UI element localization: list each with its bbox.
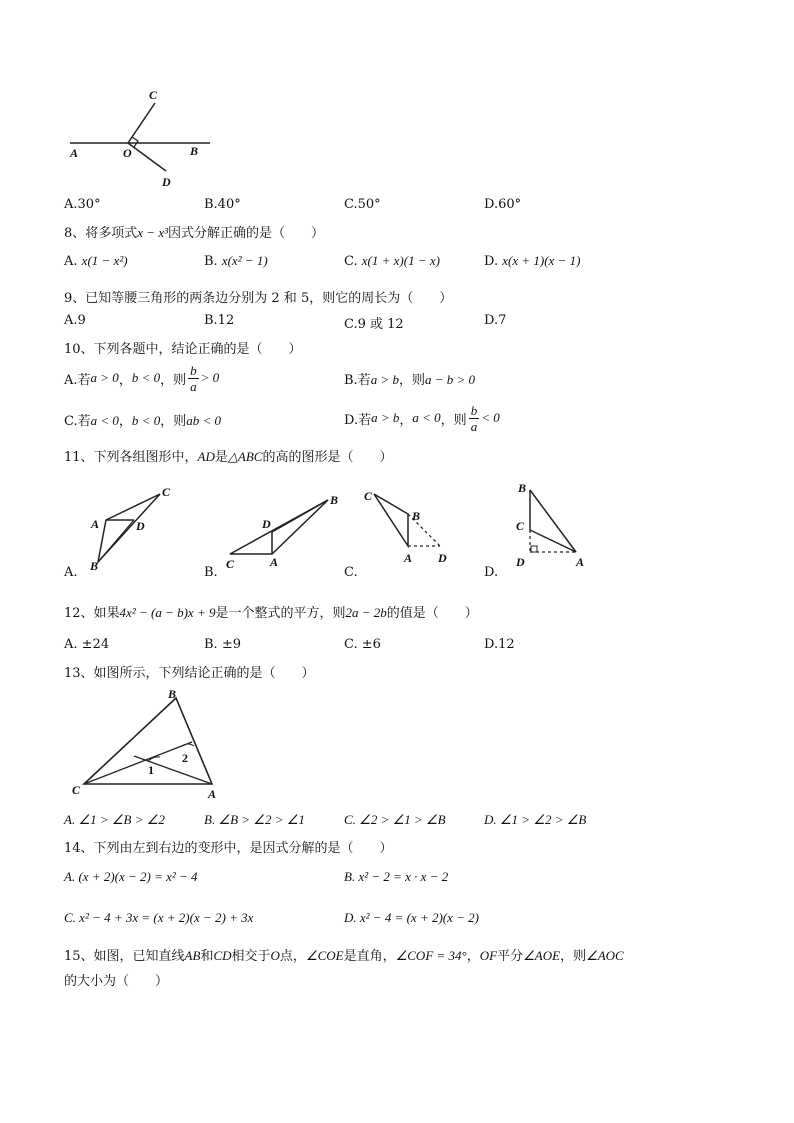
q11-figure-d	[508, 476, 608, 571]
label-b: B	[190, 144, 199, 158]
q11-option-a: A.	[64, 565, 78, 580]
q9-option-a: A.9	[64, 313, 86, 328]
q8-option-a: A. x(1 − x²)	[64, 253, 128, 269]
q11-stem: 11、下列各组图形中，AD是△ABC的高的图形是（ ）	[64, 449, 393, 465]
q10-d-fraction: $\frac{b}{a}$	[470, 402, 478, 434]
q13-option-b: B. ∠B > ∠2 > ∠1	[204, 812, 305, 827]
q10-stem: 10、下列各题中，结论正确的是（ ）	[64, 342, 302, 357]
q9-option-d: D.7	[484, 313, 507, 328]
q13-option-a: A. ∠1 > ∠B > ∠2	[64, 812, 165, 827]
label-o: O	[123, 146, 132, 160]
svg-text:C: C	[162, 485, 171, 499]
q7-figure	[60, 85, 220, 190]
q10-option-d: D.若 a > b ， a < 0 ，则 $\frac{b}{a}$ < 0	[344, 402, 500, 434]
svg-text:C: C	[516, 519, 525, 533]
svg-text:B: B	[90, 559, 99, 573]
label-d: D	[162, 175, 171, 189]
svg-text:D: D	[438, 551, 447, 565]
q8-stem-expr: x − x³	[137, 225, 168, 240]
q15-stem-line1: 15、如图，已知直线AB和CD相交于O点，∠COE是直角，∠COF = 34°，OF平分∠AOE，则∠AOC	[64, 948, 624, 964]
q12-option-b: B. ±9	[204, 637, 241, 652]
q8-stem-prefix: 8、将多项式	[64, 226, 138, 241]
label-a: A	[70, 146, 79, 160]
ray-od	[128, 143, 166, 171]
q14-option-d: D. x² − 4 = (x + 2)(x − 2)	[344, 910, 480, 925]
svg-text:D: D	[262, 517, 271, 531]
q9-stem: 9、已知等腰三角形的两条边分别为 2 和 5，则它的周长为（ ）	[64, 291, 453, 306]
q8-stem-suffix: 因式分解正确的是（ ）	[168, 226, 325, 241]
q9-option-c: C.9 或 12	[344, 317, 404, 332]
svg-text:C: C	[364, 489, 373, 503]
q8-option-b: B. x(x² − 1)	[204, 253, 268, 269]
q8-option-c: C. x(1 + x)(1 − x)	[344, 253, 440, 269]
svg-text:1: 1	[148, 763, 154, 777]
q12-stem: 12、如果4x² − (a − b)x + 9是一个整式的平方，则2a − 2b的值是（ ）	[64, 605, 478, 621]
right-angle-mark	[132, 137, 138, 147]
q12-option-d: D.12	[484, 637, 515, 652]
q7-option-c: C.50°	[344, 197, 381, 212]
q11-option-b: B.	[204, 565, 218, 580]
q12-option-a: A. ±24	[64, 637, 110, 652]
q14-stem: 14、下列由左到右边的变形中，是因式分解的是（ ）	[64, 841, 393, 856]
svg-text:A: A	[576, 555, 585, 569]
q11-figure-b	[220, 480, 350, 570]
svg-text:A: A	[91, 517, 100, 531]
q14-option-a: A. (x + 2)(x − 2) = x² − 4	[64, 869, 198, 884]
svg-text:2: 2	[182, 751, 188, 765]
q11-figure-c	[360, 480, 460, 570]
q11-option-c: C.	[344, 565, 358, 580]
svg-text:A: A	[404, 551, 413, 565]
q13-stem: 13、如图所示，下列结论正确的是（ ）	[64, 666, 315, 681]
svg-text:D: D	[136, 519, 145, 533]
svg-text:B: B	[330, 493, 339, 507]
q7-option-a: A.30°	[64, 197, 101, 212]
q15-stem-line2: 的大小为（ ）	[64, 974, 169, 989]
q7-option-b: B.40°	[204, 197, 241, 212]
label-c: C	[149, 88, 158, 102]
svg-text:B: B	[518, 481, 527, 495]
q8-stem	[64, 222, 324, 241]
q12-option-c: C. ±6	[344, 637, 381, 652]
q14-option-b: B. x² − 2 = x · x − 2	[344, 869, 449, 884]
q7-option-d: D.60°	[484, 197, 522, 212]
svg-text:C: C	[72, 783, 81, 797]
svg-text:C: C	[226, 557, 235, 570]
q10-a-fraction: $\frac{b}{a}$	[190, 362, 197, 394]
q9-option-b: B.12	[204, 313, 235, 328]
q14-option-c: C. x² − 4 + 3x = (x + 2)(x − 2) + 3x	[64, 910, 254, 925]
svg-text:B: B	[412, 509, 421, 523]
q13-option-d: D. ∠1 > ∠2 > ∠B	[484, 812, 587, 827]
q8-option-d: D. x(x + 1)(x − 1)	[484, 253, 581, 269]
q13-figure	[64, 684, 234, 802]
q10-option-a: A.若 a > 0 ， b < 0 ，则 $\frac{b}{a}$ > 0	[64, 362, 220, 394]
q10-option-c: C.若a < 0，b < 0，则ab < 0	[64, 413, 221, 429]
svg-text:A: A	[270, 555, 279, 569]
q11-figure-a	[80, 478, 180, 573]
q13-option-c: C. ∠2 > ∠1 > ∠B	[344, 812, 446, 827]
svg-text:A: A	[208, 787, 217, 801]
q11-option-d: D.	[484, 565, 499, 580]
svg-text:D: D	[516, 555, 525, 569]
q10-option-b: B.若a > b，则a − b > 0	[344, 372, 476, 388]
svg-text:B: B	[168, 687, 177, 701]
